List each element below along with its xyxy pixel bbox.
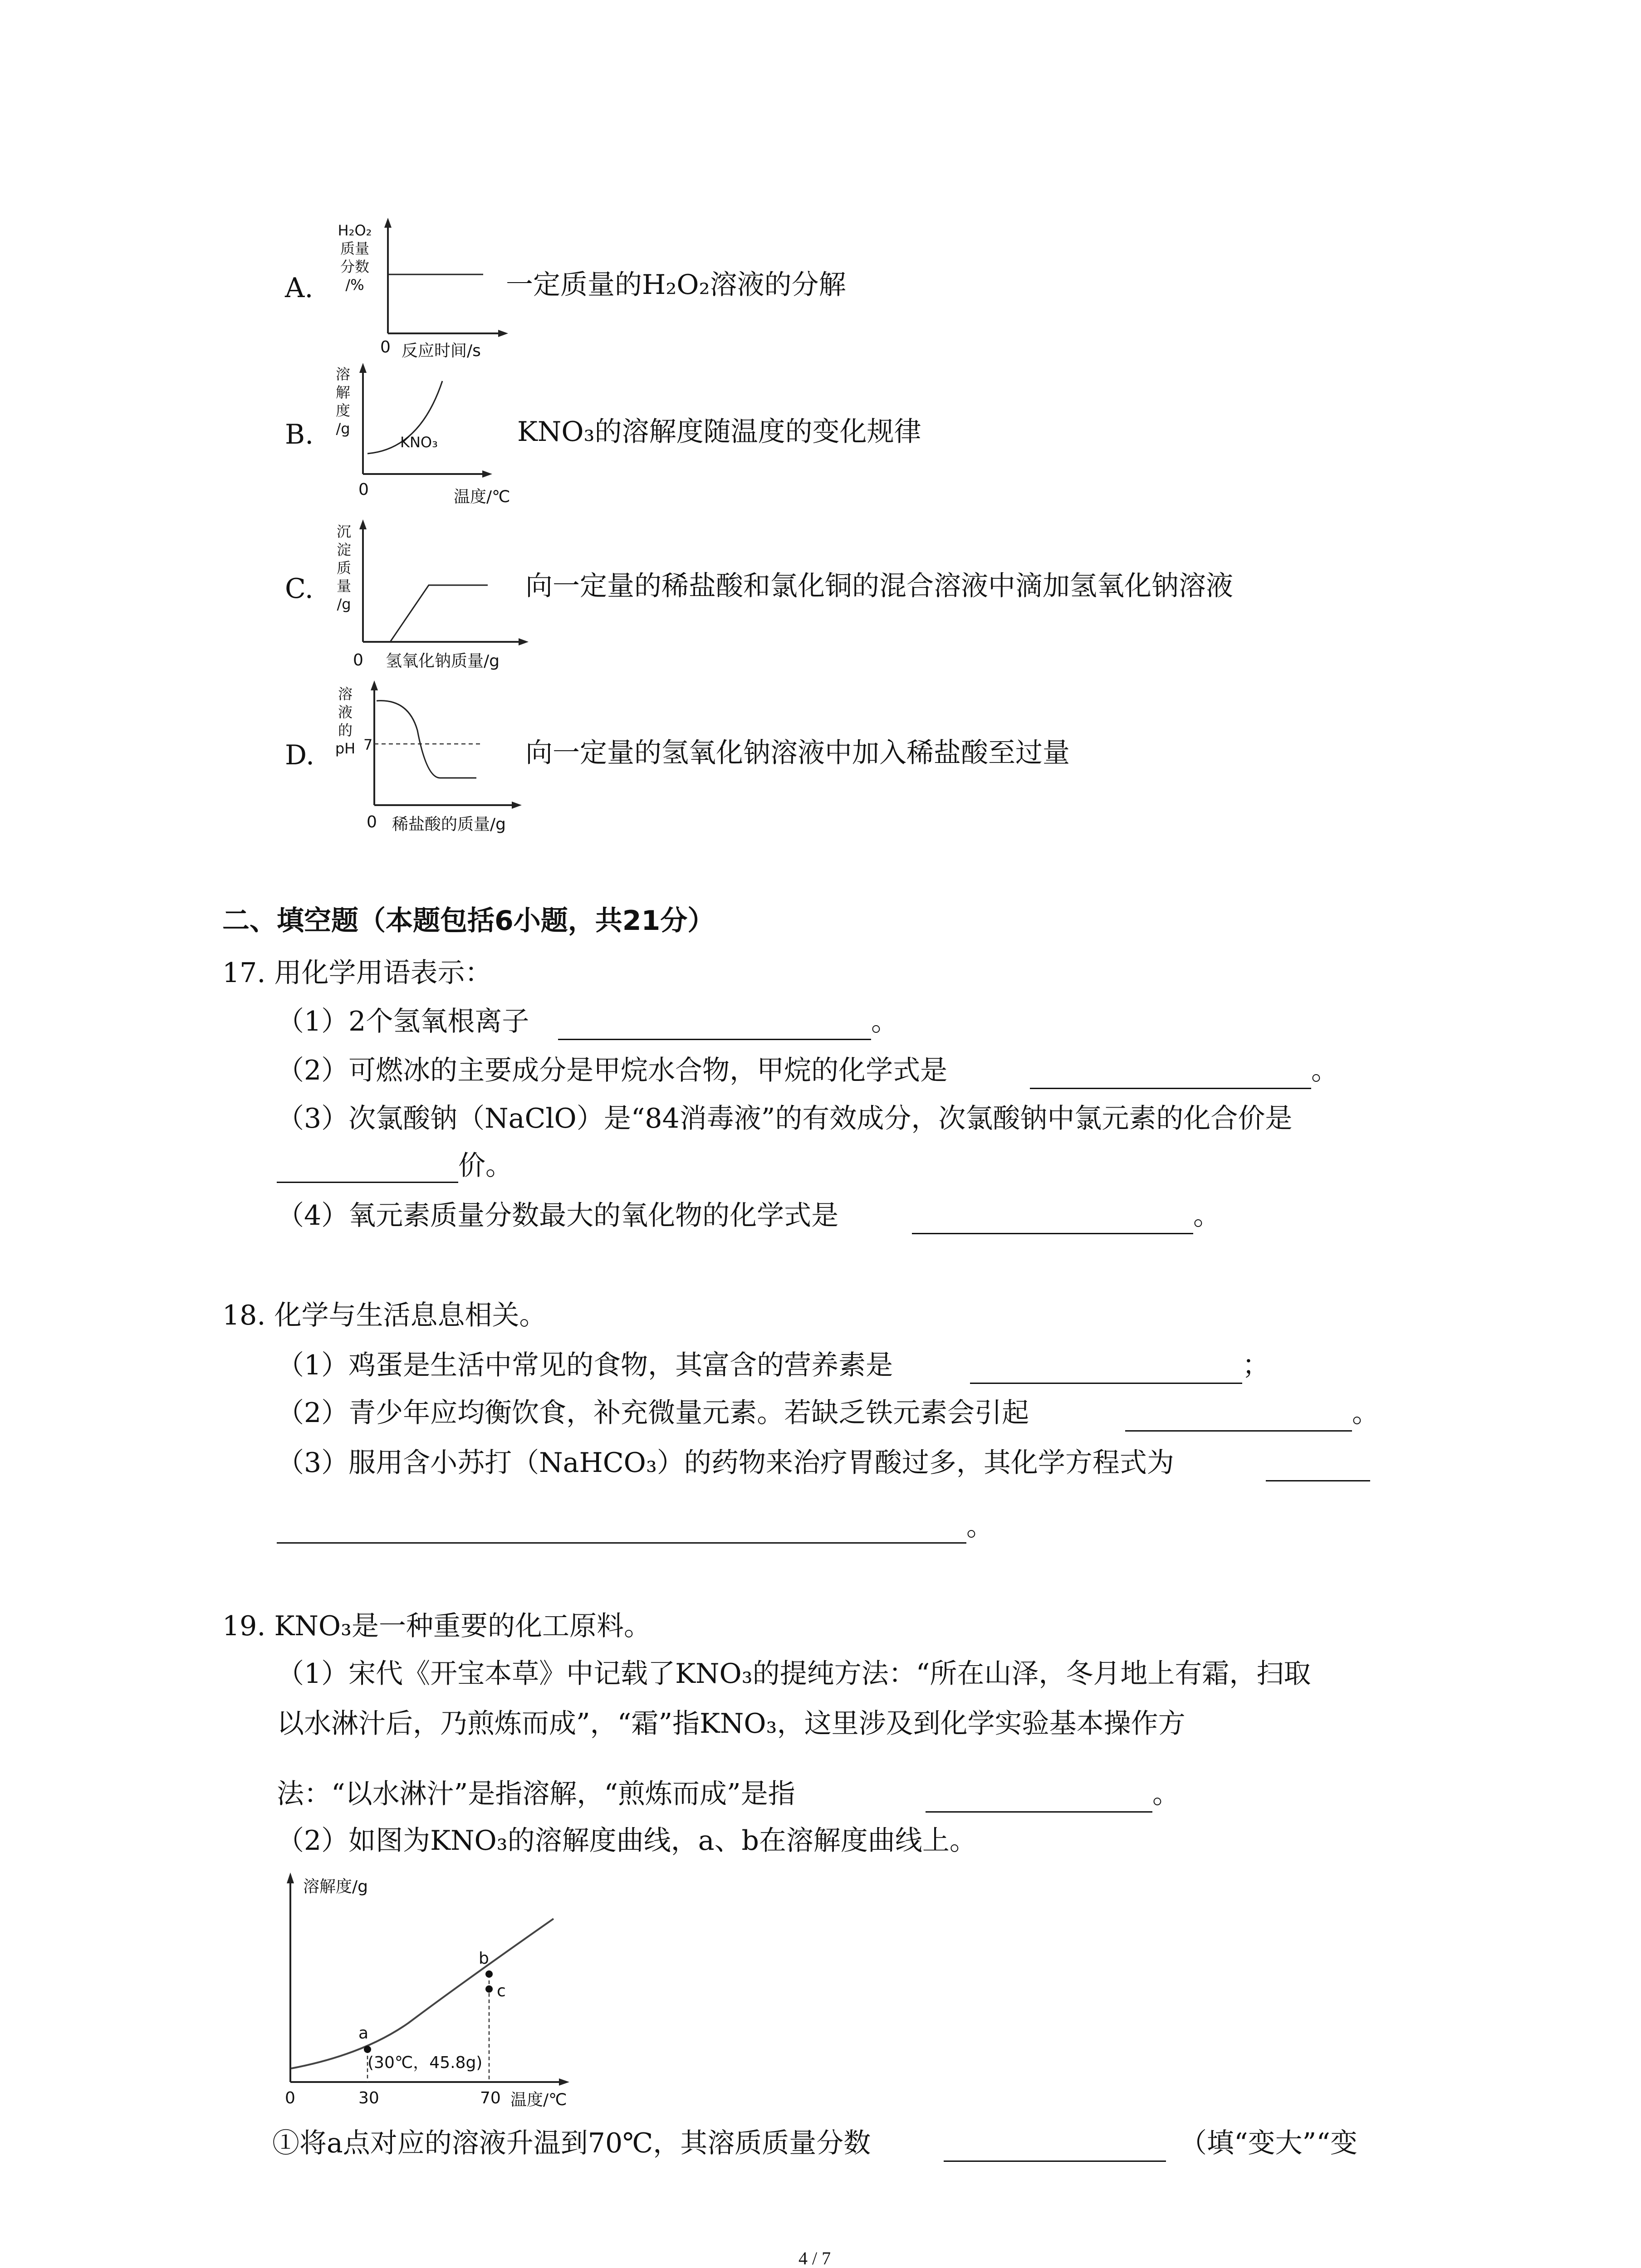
q18-part1: （1）鸡蛋是生活中常见的食物，其富含的营养素是 [277,1349,893,1381]
q17-part3: （3）次氯酸钠（NaClO）是“84消毒液”的有效成分，次氯酸钠中氯元素的化合价是 [277,1103,1293,1134]
option-c-xlabel: 氢氧化钠质量/g [386,652,500,670]
q17-part4: （4）氧元素质量分数最大的氧化物的化学式是 [277,1200,839,1232]
option-a-graph [372,218,508,340]
q18-part3-end: 。 [966,1510,994,1542]
option-c-curve [390,585,488,642]
q19-graph-point-b-label: b [479,1949,489,1968]
q17-answer3-blank[interactable] [277,1182,458,1183]
q17-part2-end: 。 [1311,1055,1338,1086]
q17-part4-end: 。 [1193,1200,1220,1232]
option-a-origin: 0 [380,338,391,357]
q19-part1-line3: 法：“以水淋汁”是指溶解，“煎炼而成”是指 [277,1778,795,1810]
option-d-ylabel: 溶 液 的 pH [335,685,356,757]
q19-solubility-curve [291,1919,554,2068]
q19-sub1: ①将a点对应的溶液升温到70℃，其溶质质量分数 [272,2127,871,2159]
q19-graph-ylabel: 溶解度/g [303,1877,368,1896]
option-b-origin: 0 [358,480,369,499]
q17-part1: （1）2个氢氧根离子 [277,1006,529,1037]
option-c-origin: 0 [353,651,363,670]
option-d-graph [363,680,526,812]
q19-point-c [485,1985,493,1993]
option-d-origin: 0 [367,813,377,831]
q18-answer2-blank[interactable] [1125,1430,1352,1432]
q18-part1-end: ； [1242,1349,1269,1381]
q18-stem: 18. 化学与生活息息相关。 [222,1300,547,1331]
q19-stem: 19. KNO₃是一种重要的化工原料。 [222,1610,652,1642]
option-c-desc: 向一定量的稀盐酸和氯化铜的混合溶液中滴加氢氧化钠溶液 [525,570,1233,602]
q19-sub1-end: （填“变大”“变 [1180,2127,1358,2159]
q19-graph-annotation: (30℃，45.8g) [367,2053,483,2072]
option-b-graph [352,363,497,481]
option-b-desc: KNO₃的溶解度随温度的变化规律 [517,416,921,448]
q19-point-b [485,1970,493,1978]
q17-answer2-blank[interactable] [1030,1088,1311,1089]
option-b-ylabel: 溶 解 度 /g [335,366,350,437]
q19-part2: （2）如图为KNO₃的溶解度曲线，a、b在溶解度曲线上。 [277,1825,977,1857]
q19-graph-xtick-70: 70 [480,2089,501,2107]
option-d-tick-7: 7 [363,736,373,753]
option-c-graph [352,519,533,649]
q17-answer1-blank[interactable] [558,1039,871,1040]
q19-graph-xtick-30: 30 [358,2089,379,2107]
q19-point-a [364,2046,371,2053]
q18-part3: （3）服用含小苏打（NaHCO₃）的药物来治疗胃酸过多，其化学方程式为 [277,1447,1174,1479]
q18-answer3-blank-b[interactable] [277,1542,966,1544]
q19-graph-point-a-label: a [358,2024,369,2043]
q18-part2: （2）青少年应均衡饮食，补充微量元素。若缺乏铁元素会引起 [277,1397,1029,1429]
page-number: 4 / 7 [798,2248,831,2268]
q17-part1-end: 。 [871,1006,898,1037]
q18-part2-end: 。 [1352,1397,1379,1429]
option-d-letter: D. [285,739,315,771]
option-b-xlabel: 温度/℃ [454,488,510,506]
q17-stem: 17. 用化学用语表示： [222,957,492,989]
option-a-desc: 一定质量的H₂O₂溶液的分解 [506,269,846,301]
option-d-curve [377,701,476,778]
q18-answer3-blank-a[interactable] [1266,1480,1370,1481]
section2-heading: 二、填空题（本题包括6小题，共21分） [222,905,715,937]
option-c-letter: C. [285,573,314,605]
q19-part1-line2: 以水淋汁后，乃煎炼而成”，“霜”指KNO₃，这里涉及到化学实验基本操作方 [277,1708,1185,1740]
q19-part1-end: 。 [1152,1778,1180,1810]
option-b-curve-label: KNO₃ [400,434,438,451]
option-d-desc: 向一定量的氢氧化钠溶液中加入稀盐酸至过量 [525,737,1070,769]
q18-answer1-blank[interactable] [970,1383,1242,1384]
q17-answer4-blank[interactable] [912,1233,1193,1234]
q19-answer1-blank[interactable] [926,1811,1152,1813]
q17-part3-end: 价。 [458,1150,513,1182]
option-a-ylabel: H₂O₂ 质量 分数 /% [338,222,372,293]
q19-part1-line1: （1）宋代《开宝本草》中记载了KNO₃的提纯方法：“所在山泽，冬月地上有霜，扫取 [277,1658,1311,1690]
q19-graph-xlabel: 温度/℃ [510,2091,567,2109]
q19-graph-point-c-label: c [497,1982,506,2000]
option-c-ylabel: 沉 淀 质 量 /g [336,523,351,613]
q19-sub1-blank[interactable] [944,2160,1166,2162]
option-a-letter: A. [285,272,314,304]
q17-part2: （2）可燃冰的主要成分是甲烷水合物，甲烷的化学式是 [277,1055,948,1086]
option-b-letter: B. [285,419,314,450]
option-d-xlabel: 稀盐酸的质量/g [392,815,506,834]
option-a-xlabel: 反应时间/s [402,342,481,360]
q19-graph-origin: 0 [285,2089,295,2107]
